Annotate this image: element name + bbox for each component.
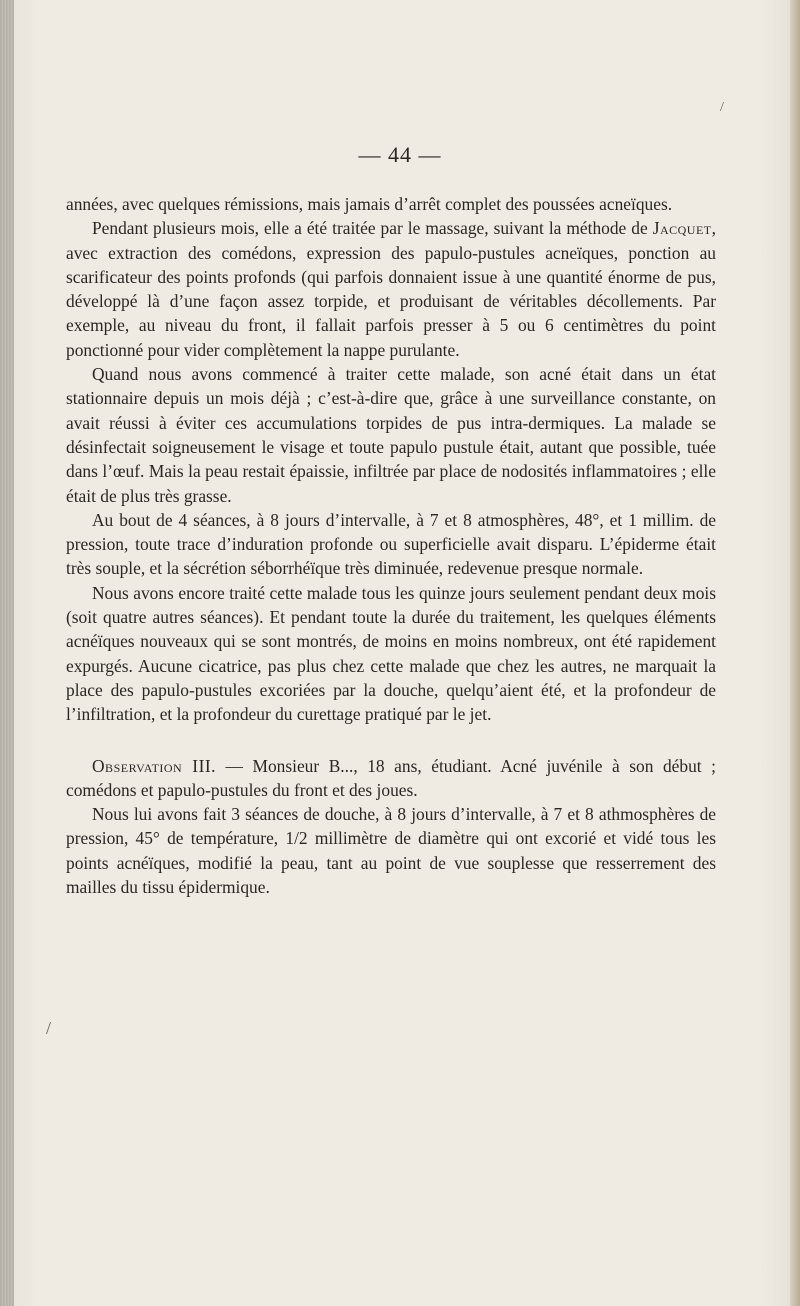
paragraph-3 [66, 362, 716, 508]
body-text [66, 192, 716, 899]
observation-label: Observation III. [92, 755, 216, 776]
paragraph-1 [66, 192, 716, 216]
paragraph-5-text: Nous avons encore traité cette malade tous les quinze jours seulement pendant deux mois (soit quatre autres séances). Et pendant toute la durée du traitement, les quelques éléments acnéïques nouveaux qui se sont montrés, de moins en moins nombreux, ont été rapidement expurgés. Aucune cicatrice, pas plus chez cette malade que chez les autres, ne marquait la place des papulo-pustules excoriées par la douche, quelqu’aient été, et la profondeur de l’infiltration, et la profondeur du curettage pratiqué par le jet. [66, 582, 716, 725]
paragraph-2-text-after: , avec extraction des comédons, expression des papulo-pustules acneïques, ponction au scarificateur des points profonds (qui parfois donnaient issue à une quantité énorme de pus, développé là d’une façon assez torpide, et produisant de véritables décollements. Par exemple, au niveau du front, il fallait parfois presser à 5 ou 6 centimètres du point ponctionné pour vider complètement la nappe purulante. [66, 218, 716, 360]
paragraph-2 [66, 216, 716, 362]
paragraph-4 [66, 508, 716, 581]
margin-pencil-mark: / [46, 1018, 52, 1038]
page-edge [790, 0, 800, 1306]
author-name-jacquet: Jacquet [652, 218, 712, 239]
paragraph-5 [66, 581, 716, 727]
paragraph-7 [66, 802, 716, 899]
page-binding-shadow [0, 0, 14, 1306]
paragraph-1-text: années, avec quelques rémissions, mais jamais d’arrêt complet des poussées acneïques. [66, 194, 673, 214]
observation-text: — Monsieur B..., 18 ans, étudiant. Acné juvénile à son début ; comédons et papulo-pustules du front et des joues. [66, 755, 717, 800]
paragraph-3-text: Quand nous avons commencé à traiter cette malade, son acné était dans un état stationnaire depuis un mois déjà ; c’est-à-dire que, grâce à une surveillance constante, on avait réussi à éviter ces accumulations torpides de pus intra-dermiques. La malade se désinfectait soigneusement le visage et toute papulo pustule était, autant que possible, tuée dans l’œuf. Mais la peau restait épaissie, infiltrée par place de nodosités inflammatoires ; elle était de plus très grasse. [66, 364, 716, 506]
top-right-pencil-mark: / [720, 100, 724, 115]
paragraph-7-text: Nous lui avons fait 3 séances de douche, à 8 jours d’intervalle, à 7 et 8 athmosphères de pression, 45° de température, 1/2 millimètre de diamètre qui ont excorié et vidé tous les points acnéïques, modifié la peau, tant au point de vue souplesse que resserrement des mailles du tissu épidermique. [66, 804, 716, 898]
observation-heading-paragraph [66, 754, 716, 803]
page-number: — 44 — [358, 142, 442, 167]
paragraph-2-text-before: Pendant plusieurs mois, elle a été traitée par le massage, suivant la méthode de [92, 218, 653, 239]
paragraph-4-text: Au bout de 4 séances, à 8 jours d’intervalle, à 7 et 8 atmosphères, 48°, et 1 millim. de pression, toute trace d’induration profonde ou superficielle avait disparu. L’épiderme était très souple, et la sécrétion séborrhéïque très diminuée, redevenue presque normale. [66, 509, 716, 579]
